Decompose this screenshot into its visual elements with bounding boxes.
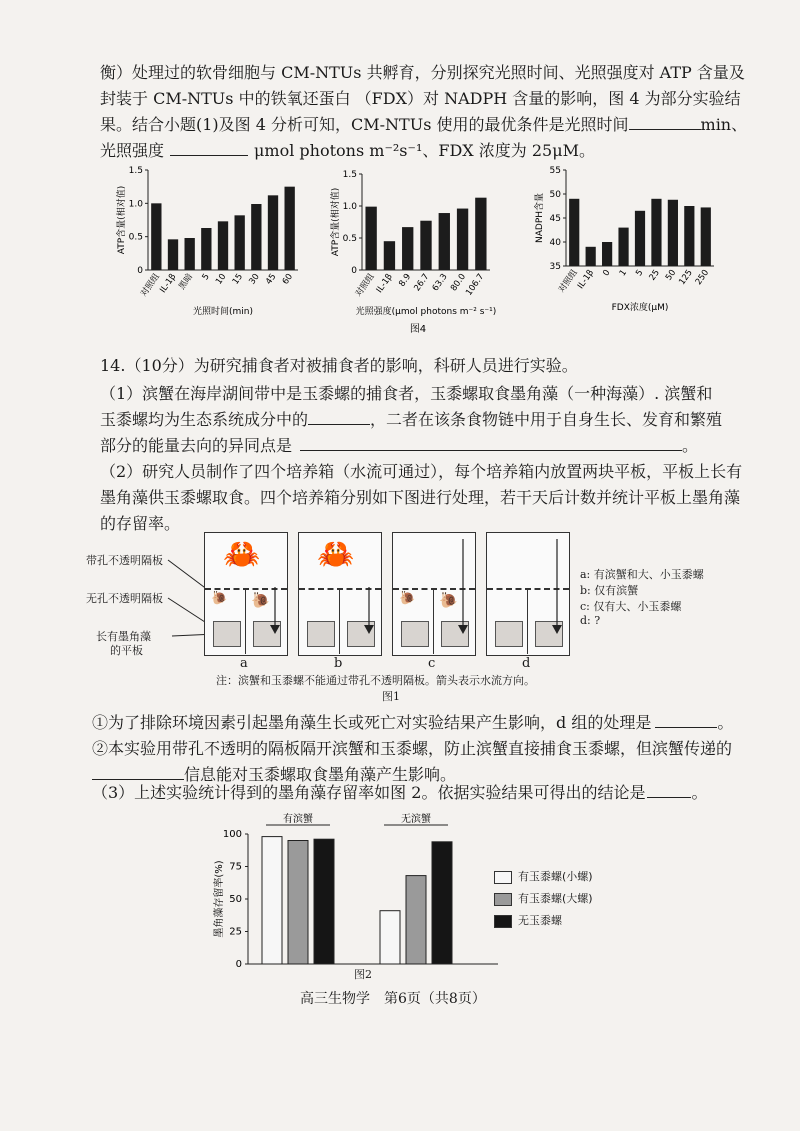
label-plate-line2: 的平板 — [110, 644, 143, 657]
y-tick-label: 1.5 — [342, 170, 357, 180]
paragraph-text: 。 — [682, 436, 699, 455]
paragraph-text: 。 — [691, 783, 708, 802]
bar — [668, 200, 678, 266]
water-flow-arrow-icon — [457, 537, 469, 635]
solid-partition — [339, 588, 340, 654]
label-plate-line1: 长有墨角藻 — [96, 630, 151, 643]
paragraph-text: μmol photons m⁻²s⁻¹、FDX 浓度为 25μM。 — [254, 141, 596, 160]
paragraph-text: 。 — [717, 713, 734, 732]
paragraph-line: （2）研究人员制作了四个培养箱（水流可通过），每个培养箱内放置两块平板，平板上长有 — [100, 462, 743, 481]
bar — [251, 204, 261, 270]
x-tick-label: 63.3 — [430, 271, 450, 294]
y-tick-label: 25 — [229, 926, 242, 938]
group-label: 无滨蟹 — [401, 814, 431, 825]
bar — [406, 876, 426, 964]
paragraph-text: ①为了排除环境因素引起墨角藻生长或死亡对实验结果产生影响，d 组的处理是 — [92, 713, 652, 732]
solid-partition — [245, 588, 246, 654]
paragraph-text: min、 — [700, 115, 748, 134]
figure1-note: 注：滨蟹和玉黍螺不能通过带孔不透明隔板。箭头表示水流方向。 — [216, 674, 535, 687]
tank-letter-b: b — [334, 656, 343, 671]
x-tick-label: 60 — [280, 271, 296, 287]
bar — [168, 239, 178, 270]
crab-icon: 🦀 — [223, 537, 261, 572]
paragraph-line: 衡）处理过的软骨细胞与 CM-NTUs 共孵育，分别探究光照时间、光照强度对 ATP 含量及 — [100, 63, 745, 82]
x-tick-label: 0 — [601, 267, 613, 279]
paragraph-text: 玉黍螺均为生态系统成分中的 — [100, 410, 309, 429]
solid-partition — [527, 588, 528, 654]
x-tick-label: IL-1β — [158, 271, 179, 295]
group-label: 有滨蟹 — [283, 814, 313, 825]
answer-blank[interactable] — [655, 727, 717, 728]
x-tick-label: IL-1β — [575, 267, 597, 291]
tank-letter-c: c — [428, 656, 436, 671]
chart-atp-time — [115, 166, 298, 317]
x-tick-label: 5 — [200, 271, 212, 283]
bar — [586, 247, 596, 266]
bar — [701, 207, 711, 266]
x-tick-label: 250 — [693, 267, 712, 288]
paragraph-line — [92, 782, 707, 804]
legend-swatch — [494, 915, 512, 928]
y-tick-label: 50 — [549, 190, 561, 200]
y-tick-label: 55 — [549, 166, 561, 176]
label-solid-partition: 无孔不透明隔板 — [86, 592, 163, 605]
x-tick-label: IL-1β — [374, 271, 395, 295]
paragraph-text: 果。结合小题(1)及图 4 分析可知，CM-NTUs 使用的最优条件是光照时间 — [100, 115, 629, 134]
figure1-legend-a: a: 有滨蟹和大、小玉黍螺 — [580, 568, 704, 581]
algae-plate — [495, 621, 523, 647]
paragraph-text: 光照强度 — [100, 141, 165, 160]
y-tick-label: 45 — [549, 214, 561, 224]
x-tick-label: 5 — [634, 267, 646, 279]
legend-label: 有玉黍螺(小螺) — [518, 870, 593, 883]
bar — [475, 198, 486, 270]
page-footer: 高三生物学 第6页（共8页） — [300, 991, 486, 1007]
y-axis-label: ATP含量(相对值) — [117, 185, 127, 255]
bar — [439, 213, 450, 270]
x-tick-label: 黑暗 — [177, 271, 196, 292]
y-tick-label: 0 — [235, 959, 242, 970]
algae-plate — [307, 621, 335, 647]
legend-swatch — [494, 893, 512, 906]
answer-blank[interactable] — [300, 450, 682, 451]
y-tick-label: 0.5 — [128, 232, 143, 243]
y-axis-label: NADPH含量 — [535, 192, 545, 244]
answer-blank[interactable] — [629, 129, 701, 130]
chart-algae-retention — [212, 812, 498, 970]
figure1-legend-c: c: 仅有大、小玉黍螺 — [580, 600, 682, 613]
bar — [314, 839, 334, 964]
tank-c — [392, 532, 476, 656]
paragraph-text: ，二者在该条食物链中用于自身生长、发育和繁殖 — [370, 410, 723, 429]
figure2-caption: 图2 — [354, 968, 372, 981]
bar — [651, 199, 661, 266]
tank-b — [298, 532, 382, 656]
x-tick-label: 106.7 — [464, 271, 487, 298]
paragraph-line — [100, 114, 747, 136]
tank-d — [486, 532, 570, 656]
chart-nadph-fdx — [533, 166, 714, 313]
paragraph-line — [100, 409, 722, 431]
paragraph-line — [100, 140, 595, 162]
x-tick-label: 对照组 — [353, 271, 377, 299]
paragraph-text: 信息能对玉黍螺取食墨角藻产生影响。 — [184, 765, 457, 784]
figure2-legend — [494, 866, 593, 932]
paragraph-line: 墨角藻供玉黍螺取食。四个培养箱分别如下图进行处理，若干天后计数并统计平板上墨角藻 — [100, 488, 741, 507]
x-tick-label: 25 — [647, 267, 662, 283]
y-tick-label: 1.0 — [342, 202, 357, 212]
y-tick-label: 35 — [549, 262, 561, 272]
x-tick-label: 50 — [663, 267, 679, 283]
label-perforated-partition: 带孔不透明隔板 — [86, 554, 163, 567]
x-tick-label: 45 — [264, 271, 279, 287]
algae-plate — [401, 621, 429, 647]
bar — [618, 228, 628, 266]
paragraph-line: 封装于 CM-NTUs 中的铁氧还蛋白 （FDX）对 NADPH 含量的影响，图 4 为部分实验结 — [100, 89, 741, 108]
crab-icon: 🦀 — [317, 537, 355, 572]
figure1-legend-b: b: 仅有滨蟹 — [580, 584, 639, 597]
bar — [288, 841, 308, 965]
tank-letter-a: a — [240, 656, 248, 671]
figure1 — [82, 528, 722, 703]
bar — [218, 221, 228, 270]
bar — [151, 203, 161, 270]
figure4-charts — [100, 160, 730, 338]
y-tick-label: 1.0 — [128, 199, 143, 210]
answer-blank[interactable] — [170, 155, 248, 156]
bar — [457, 209, 468, 270]
bar — [235, 215, 245, 270]
paragraph-line: ②本实验用带孔不透明的隔板隔开滨蟹和玉黍螺，防止滨蟹直接捕食玉黍螺，但滨蟹传递的 — [92, 739, 733, 758]
bar — [420, 221, 431, 270]
label-pointers — [82, 528, 222, 668]
y-tick-label: 1.5 — [128, 166, 143, 176]
paragraph-line: （1）滨蟹在海岸湖间带中是玉黍螺的捕食者，玉黍螺取食墨角藻（一种海藻）. 滨蟹和 — [100, 384, 713, 403]
figure4-caption: 图4 — [409, 324, 427, 335]
figure1-legend-d: d: ? — [580, 614, 601, 627]
x-tick-label: 15 — [230, 271, 246, 287]
y-tick-label: 100 — [222, 829, 242, 840]
bar — [262, 837, 282, 964]
snail-icon: 🐌 — [439, 591, 458, 609]
x-tick-label: 10 — [214, 271, 229, 287]
y-axis-label: 墨角藻存留率(%) — [214, 860, 225, 938]
bar — [569, 199, 579, 266]
bar — [201, 228, 211, 270]
bar — [432, 842, 452, 964]
x-tick-label: 125 — [677, 267, 695, 288]
legend-label: 有玉黍螺(大螺) — [518, 892, 593, 905]
legend-item — [494, 910, 593, 932]
answer-blank[interactable] — [647, 797, 691, 798]
y-tick-label: 0 — [351, 266, 357, 276]
snail-icon: 🐌 — [399, 591, 416, 606]
water-flow-arrow-icon — [363, 585, 375, 635]
x-axis-label: 光照强度(μmol photons m⁻² s⁻¹) — [355, 307, 497, 317]
answer-blank[interactable] — [308, 424, 370, 425]
paragraph-line — [92, 712, 733, 734]
x-tick-label: 1 — [617, 267, 630, 279]
bar — [268, 195, 278, 270]
snail-icon: 🐌 — [211, 591, 228, 606]
bar — [380, 911, 400, 964]
figure1-caption: 图1 — [382, 690, 400, 703]
paragraph-text: （3）上述实验统计得到的墨角藻存留率如图 2。依据实验结果可得出的结论是 — [92, 783, 646, 802]
y-tick-label: 0 — [137, 266, 143, 276]
x-axis-label: 光照时间(min) — [193, 307, 253, 317]
x-tick-label: 对照组 — [138, 271, 162, 299]
bar — [285, 187, 295, 270]
x-axis-label: FDX浓度(μM) — [611, 303, 669, 313]
tank-letter-d: d — [522, 656, 531, 671]
bar — [602, 242, 612, 266]
x-tick-label: 30 — [247, 271, 262, 287]
legend-swatch — [494, 871, 512, 884]
paragraph-text: 部分的能量去向的异同点是 — [100, 436, 293, 455]
y-tick-label: 50 — [229, 894, 242, 905]
x-tick-label: 对照组 — [556, 267, 580, 295]
bar — [402, 227, 413, 270]
figure2-chart — [210, 808, 510, 980]
legend-item — [494, 866, 593, 888]
algae-plate — [213, 621, 241, 647]
y-axis-label: ATP含量(相对值) — [331, 187, 341, 257]
water-flow-arrow-icon — [551, 537, 563, 635]
bar — [384, 241, 395, 270]
water-flow-arrow-icon — [269, 585, 281, 635]
y-tick-label: 75 — [229, 861, 242, 873]
bar — [185, 238, 195, 270]
x-tick-label: 26.7 — [412, 271, 432, 294]
legend-item — [494, 888, 593, 910]
paragraph-line: 的存留率。 — [100, 514, 181, 533]
tank-a — [204, 532, 288, 656]
y-tick-label: 0.5 — [342, 234, 357, 244]
x-tick-label: 80.0 — [448, 271, 469, 294]
y-tick-label: 40 — [549, 238, 561, 248]
x-tick-label: 8.9 — [397, 271, 414, 289]
question-title: 14.（10分）为研究捕食者对被捕食者的影响，科研人员进行实验。 — [100, 356, 578, 375]
bar — [635, 211, 645, 266]
legend-label: 无玉黍螺 — [518, 914, 562, 927]
bar — [365, 207, 376, 270]
paragraph-line — [100, 435, 698, 457]
snail-icon: 🐌 — [251, 591, 270, 609]
solid-partition — [433, 588, 434, 654]
bar — [684, 206, 694, 266]
answer-blank[interactable] — [92, 779, 184, 780]
chart-atp-intensity — [329, 170, 496, 317]
